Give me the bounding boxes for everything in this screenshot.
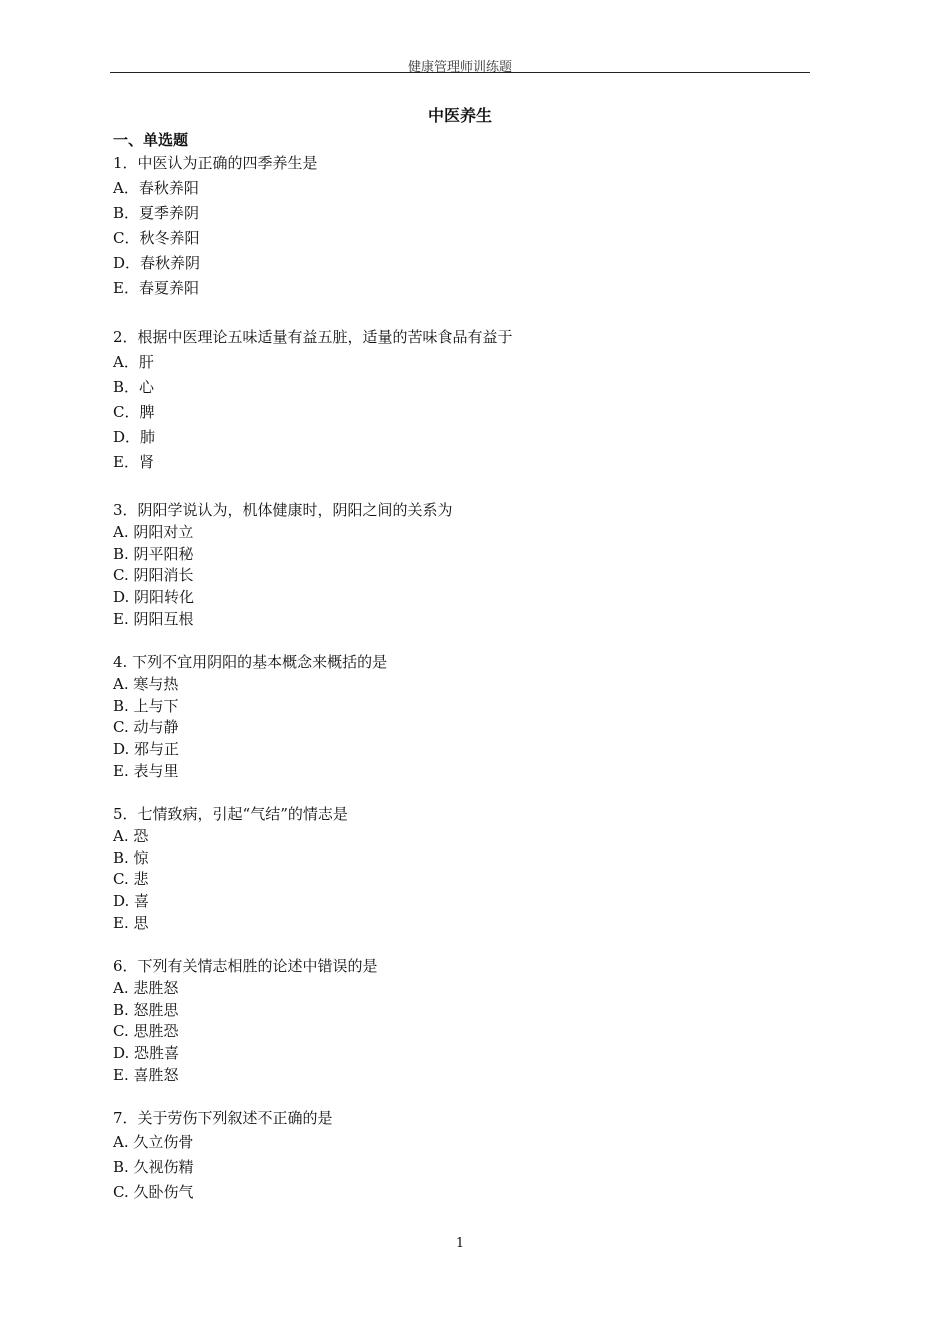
question-1-option-c: C．秋冬养阳: [113, 229, 200, 247]
question-4-option-c: C. 动与静: [113, 718, 179, 736]
question-5-option-d: D. 喜: [113, 892, 150, 910]
question-5-option-c: C. 悲: [113, 870, 149, 888]
question-1-option-a: A．春秋养阳: [113, 179, 199, 197]
question-3-option-d: D. 阴阳转化: [113, 588, 195, 606]
question-6-option-a: A. 悲胜怒: [113, 979, 179, 997]
question-1-stem: 1．中医认为正确的四季养生是: [113, 154, 318, 172]
question-4-option-b: B. 上与下: [113, 697, 179, 715]
question-3-option-b: B. 阴平阳秘: [113, 545, 194, 563]
question-6-option-b: B. 怒胜思: [113, 1001, 179, 1019]
question-1-option-b: B．夏季养阴: [113, 204, 200, 222]
question-7-option-c: C. 久卧伤气: [113, 1183, 194, 1201]
question-1-option-d: D．春秋养阴: [113, 254, 201, 272]
page-header: 健康管理师训练题: [407, 60, 512, 75]
question-4-option-e: E. 表与里: [113, 762, 179, 780]
question-2-stem: 2．根据中医理论五味适量有益五脏，适量的苦味食品有益于: [113, 328, 513, 346]
question-5-option-e: E. 思: [113, 914, 149, 932]
question-7-stem: 7．关于劳伤下列叙述不正确的是: [113, 1109, 333, 1127]
question-6-option-d: D. 恐胜喜: [113, 1044, 180, 1062]
question-4-option-a: A. 寒与热: [113, 675, 179, 693]
question-7-option-b: B. 久视伤精: [113, 1158, 194, 1176]
question-2-option-c: C．脾: [113, 403, 155, 421]
section-heading: 一、单选题: [113, 131, 189, 149]
header-divider: [110, 72, 810, 73]
question-5-stem: 5．七情致病，引起“气结”的情志是: [113, 805, 348, 823]
question-5-option-a: A. 恐: [113, 827, 149, 845]
document-title: 中医养生: [427, 106, 492, 125]
question-1-option-e: E．春夏养阳: [113, 279, 199, 297]
question-6-stem: 6．下列有关情志相胜的论述中错误的是: [113, 957, 378, 975]
question-2-option-d: D．肺: [113, 428, 156, 446]
question-4-option-d: D. 邪与正: [113, 740, 180, 758]
question-6-option-e: E. 喜胜怒: [113, 1066, 179, 1084]
question-5-option-b: B. 惊: [113, 849, 149, 867]
question-6-option-c: C. 思胜恐: [113, 1022, 179, 1040]
question-3-option-e: E. 阴阳互根: [113, 610, 194, 628]
question-3-option-a: A. 阴阳对立: [113, 523, 194, 541]
page-number: 1: [455, 1236, 465, 1251]
question-3-stem: 3．阴阳学说认为，机体健康时，阴阳之间的关系为: [113, 501, 453, 519]
question-4-stem: 4. 下列不宜用阴阳的基本概念来概括的是: [113, 653, 388, 671]
question-2-option-a: A．肝: [113, 353, 154, 371]
question-7-option-a: A. 久立伤骨: [113, 1133, 194, 1151]
question-3-option-c: C. 阴阳消长: [113, 566, 194, 584]
question-2-option-e: E．肾: [113, 453, 154, 471]
question-2-option-b: B．心: [113, 378, 155, 396]
